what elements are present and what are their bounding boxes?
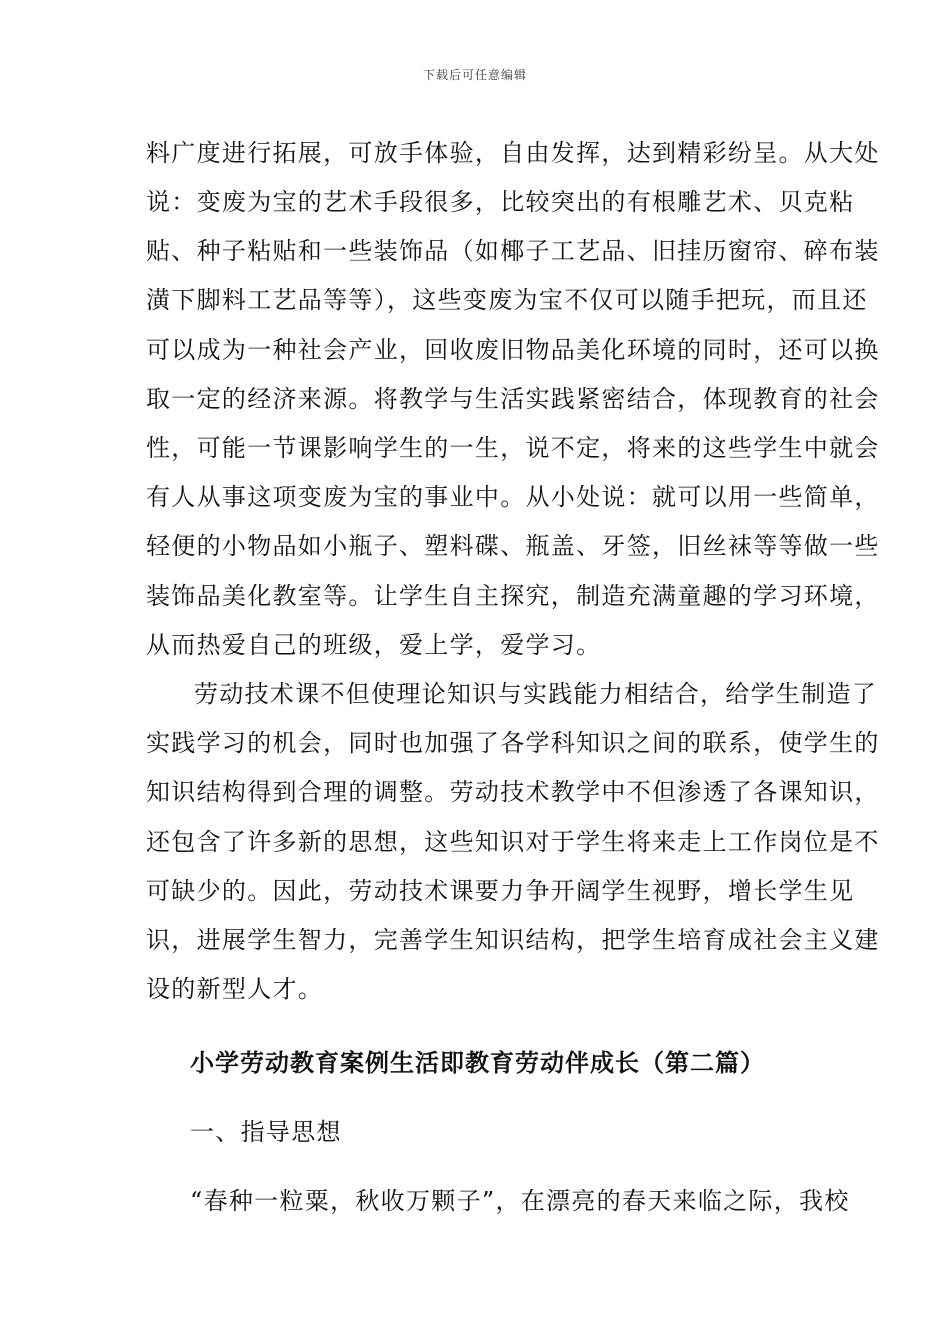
subheading: 一、指导思想 <box>190 1118 342 1146</box>
paragraph-line: 潢下脚料工艺品等等），这些变废为宝不仅可以随手把玩，而且还 <box>146 286 868 314</box>
paragraph-line: 识，进展学生智力，完善学生知识结构，把学生培育成社会主义建 <box>146 926 880 954</box>
paragraph-line: 取一定的经济来源。将教学与生活实践紧密结合，体现教育的社会 <box>146 385 880 413</box>
paragraph-first-line: 劳动技术课不但使理论知识与实践能力相结合，给学生制造了 <box>194 680 878 708</box>
paragraph-line: 轻便的小物品如小瓶子、塑料碟、瓶盖、牙签，旧丝袜等等做一些 <box>146 532 880 560</box>
paragraph-line: 从而热爱自己的班级，爱上学，爱学习。 <box>146 631 602 659</box>
paragraph-line: 装饰品美化教室等。让学生自主探究，制造充满童趣的学习环境， <box>146 582 880 610</box>
page-header-note: 下载后可任意编辑 <box>422 68 527 82</box>
section-title: 小学劳动教育案例生活即教育劳动伴成长（第二篇） <box>190 1048 765 1077</box>
paragraph-line: 贴、种子粘贴和一些装饰品（如椰子工艺品、旧挂历窗帘、碎布装 <box>146 237 880 265</box>
paragraph-line: 设的新型人才。 <box>146 975 324 1003</box>
paragraph-line: 实践学习的机会，同时也加强了各学科知识之间的联系，使学生的 <box>146 729 880 757</box>
paragraph-line: 说：变废为宝的艺术手段很多，比较突出的有根雕艺术、贝克粘 <box>146 188 855 216</box>
paragraph-line: 可缺少的。因此，劳动技术课要力争开阔学生视野，增长学生见 <box>146 877 855 905</box>
paragraph-line: 有人从事这项变废为宝的事业中。从小处说：就可以用一些简单， <box>146 483 880 511</box>
paragraph-line: 可以成为一种社会产业，回收废旧物品美化环境的同时，还可以换 <box>146 336 880 364</box>
paragraph-line: 料广度进行拓展，可放手体验，自由发挥，达到精彩纷呈。从大处 <box>146 139 880 167</box>
paragraph-line: 还包含了许多新的思想，这些知识对于学生将来走上工作岗位是不 <box>146 828 880 856</box>
paragraph-first-line: “春种一粒粟，秋收万颗子”，在漂亮的春天来临之际，我校 <box>190 1187 850 1215</box>
paragraph-line: 知识结构得到合理的调整。劳动技术教学中不但渗透了各课知识， <box>146 778 880 806</box>
paragraph-line: 性，可能一节课影响学生的一生，说不定，将来的这些学生中就会 <box>146 434 880 462</box>
